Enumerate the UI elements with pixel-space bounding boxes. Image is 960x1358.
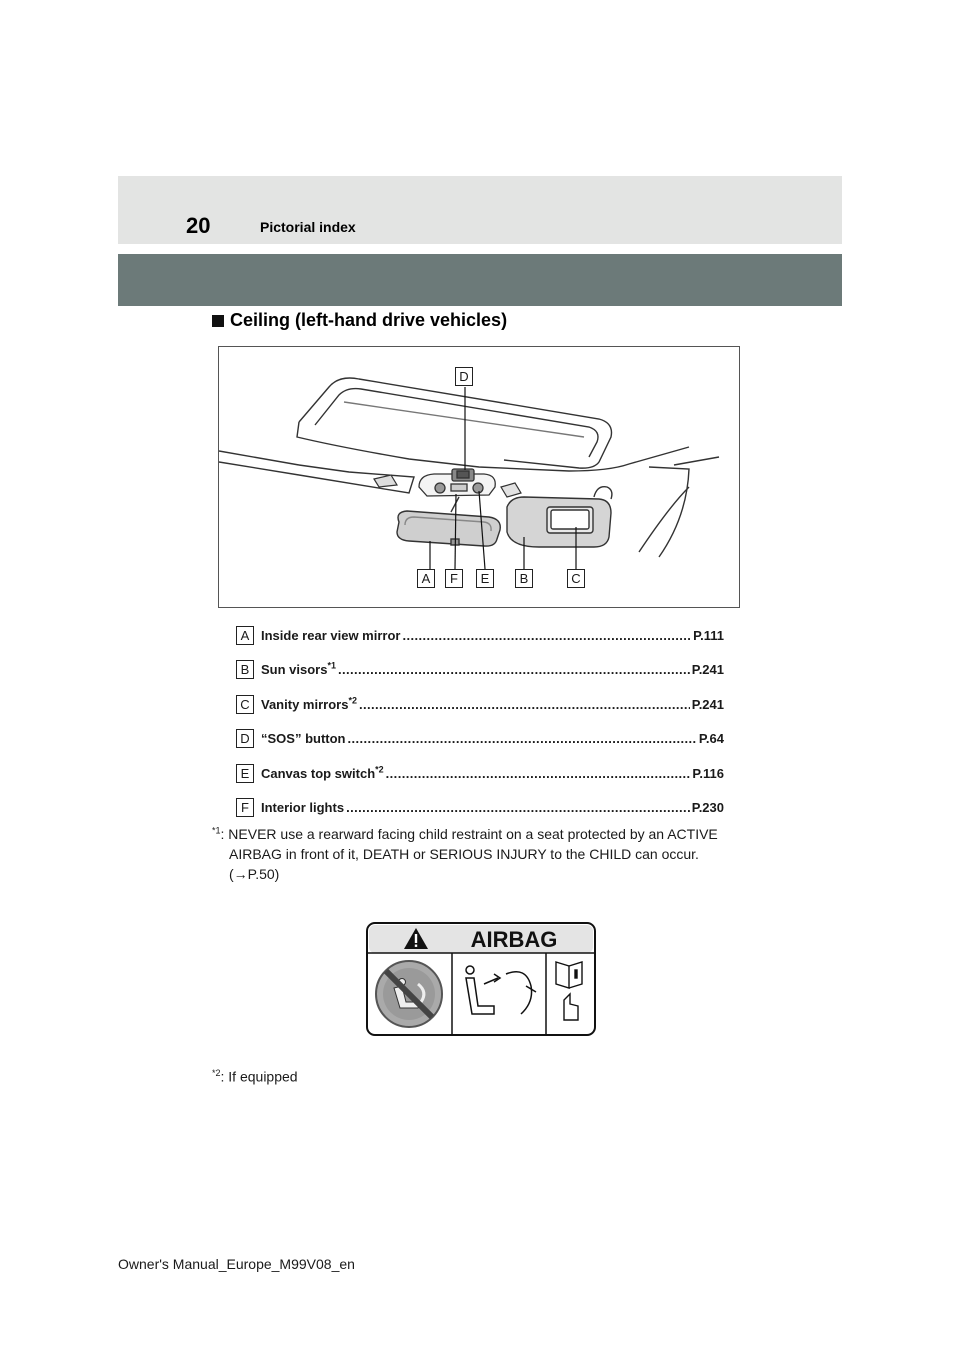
leader-dots: [338, 662, 690, 677]
leader-dots: [348, 731, 697, 746]
index-label: “SOS” button: [261, 731, 346, 747]
index-label: Vanity mirrors$^{*2}$: [261, 695, 357, 712]
ceiling-drawing: [219, 347, 739, 607]
index-letter: A: [236, 626, 254, 645]
page-reference-link[interactable]: P.116: [692, 765, 724, 781]
section-heading-text: Ceiling (left-hand drive vehicles): [230, 310, 508, 330]
index-list: [236, 618, 724, 825]
index-letter: B: [236, 660, 254, 679]
index-letter: D: [236, 729, 254, 748]
index-letter: C: [236, 695, 254, 714]
header-band: [118, 176, 842, 244]
page-number: 20: [186, 213, 211, 238]
page-reference-link[interactable]: P.111: [693, 627, 724, 643]
footnote-marker: *1: [212, 825, 221, 835]
footnote-2-text: : If equipped: [220, 1068, 298, 1085]
airbag-label-title: AIRBAG: [470, 927, 558, 952]
callout-f: F: [445, 569, 463, 588]
index-letter: F: [236, 798, 254, 817]
leader-dots: [346, 800, 690, 815]
index-label: Inside rear view mirror: [261, 627, 401, 643]
index-item[interactable]: [236, 756, 724, 791]
footnote-1: [212, 820, 742, 884]
running-title: Pictorial index: [260, 219, 356, 235]
section-band: [118, 254, 842, 306]
callout-b: B: [515, 569, 533, 588]
no-rear-facing-seat-icon: [376, 961, 442, 1027]
index-label: Canvas top switch$^{*2}$: [261, 764, 384, 781]
page-reference-link[interactable]: P.64: [698, 731, 724, 747]
callout-d: D: [455, 367, 473, 386]
page-reference-link[interactable]: P.230: [691, 800, 724, 816]
footnote-text-line-1: : NEVER use a rearward facing child restraint on a seat protected by an ACTIVE: [220, 825, 718, 842]
square-bullet-icon: [212, 315, 224, 327]
footnote-page-link[interactable]: (→P.50): [229, 865, 280, 882]
leader-dots: [386, 766, 691, 781]
index-item[interactable]: [236, 722, 724, 757]
section-heading: [212, 310, 507, 331]
callout-c: C: [567, 569, 585, 588]
footnote-text-line-2: AIRBAG in front of it, DEATH or SERIOUS INJURY to the CHILD can occur.: [229, 845, 699, 862]
callout-a: A: [417, 569, 435, 588]
index-letter: E: [236, 764, 254, 783]
footnote-marker: *2: [212, 1068, 221, 1078]
index-label: Sun visors$^{*1}$: [261, 660, 336, 678]
page-reference-link[interactable]: P.241: [691, 696, 724, 712]
leader-dots: [402, 628, 691, 643]
leader-dots: [359, 697, 690, 712]
footer-doc-id: Owner's Manual_Europe_M99V08_en: [118, 1256, 355, 1272]
callout-e: E: [476, 569, 494, 588]
page-reference-link[interactable]: P.241: [691, 662, 724, 678]
index-item[interactable]: [236, 618, 724, 653]
airbag-label-graphic: [366, 922, 596, 1038]
ceiling-illustration: [218, 346, 740, 608]
footnote-2: [212, 1068, 298, 1085]
index-item[interactable]: [236, 687, 724, 722]
index-item[interactable]: [236, 653, 724, 688]
index-label: Interior lights: [261, 800, 345, 816]
airbag-warning-label: [366, 922, 596, 1043]
